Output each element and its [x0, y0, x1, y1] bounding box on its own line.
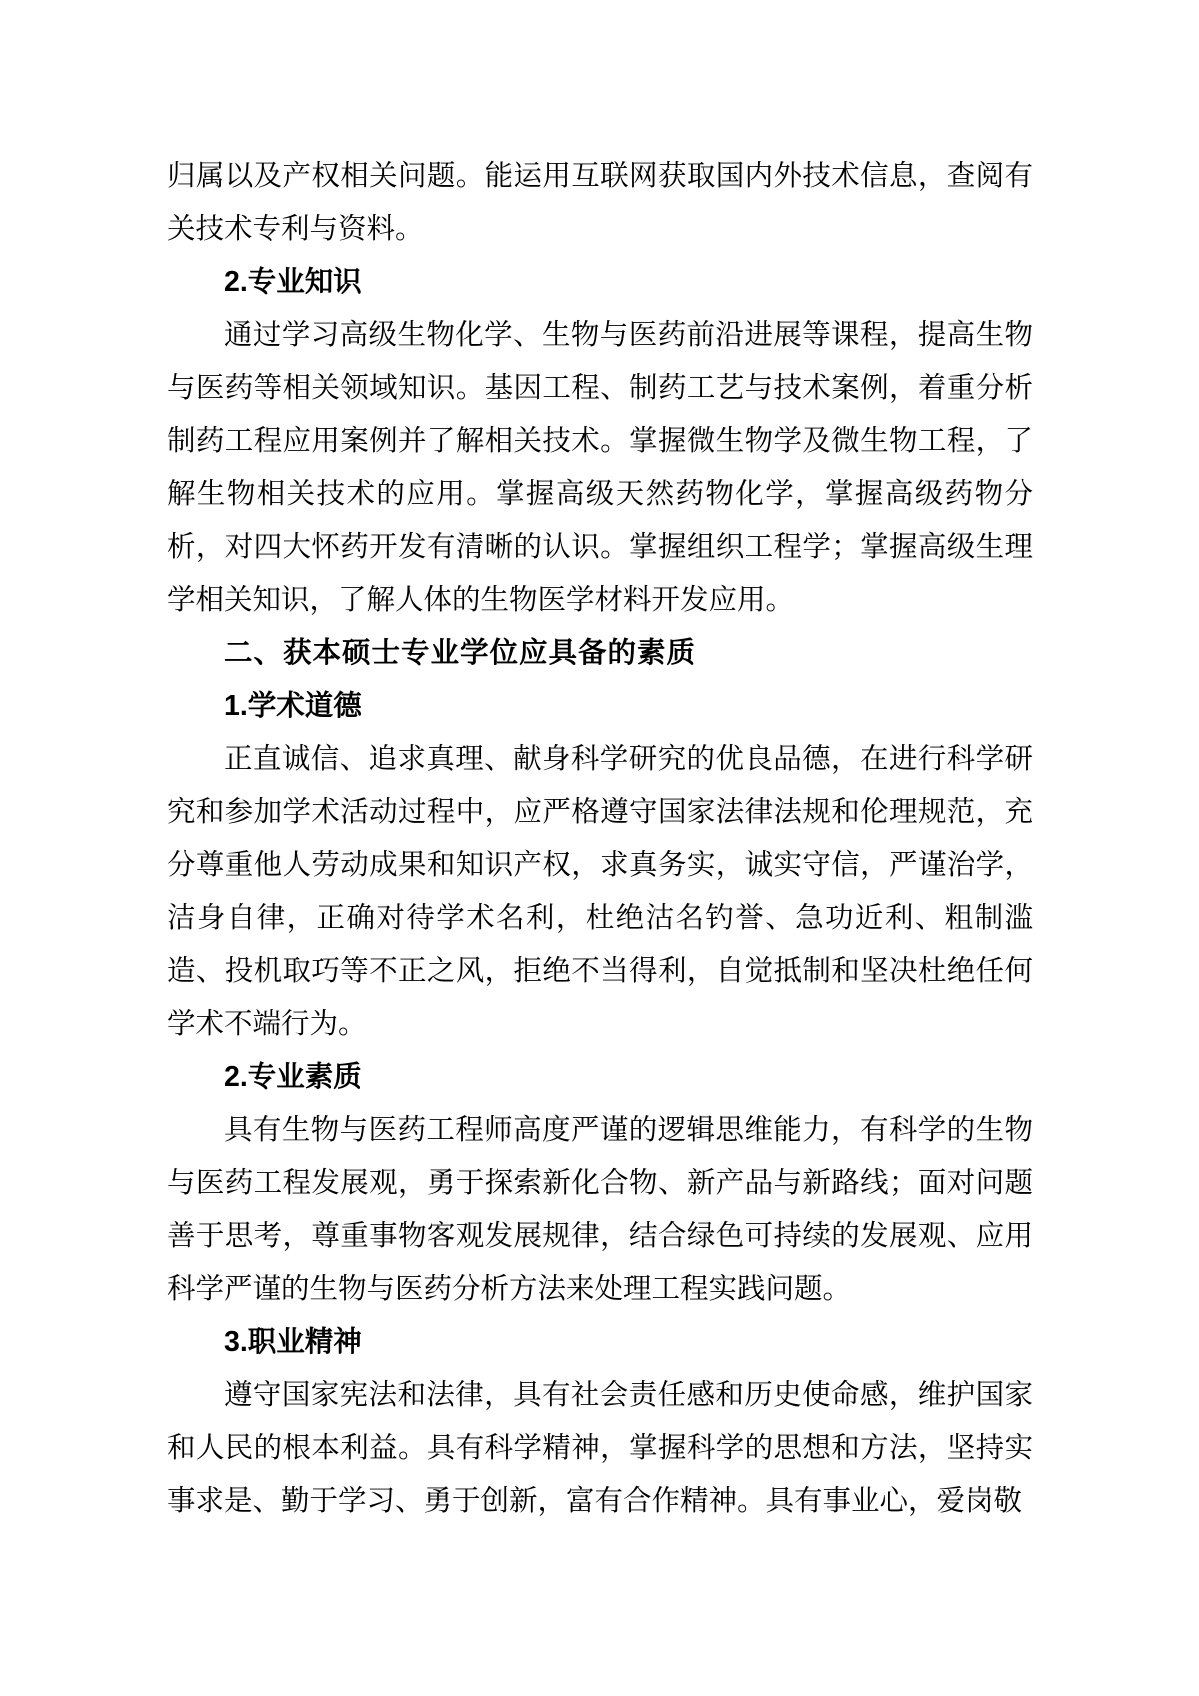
body-paragraph: 通过学习高级生物化学、生物与医药前沿进展等课程，提高生物与医药等相关领域知识。基因工程、制药工艺与技术案例，着重分析制药工程应用案例并了解相关技术。掌握微生物学及微生物工程，了解生物相关技术的应用。掌握高级天然药物化学，掌握高级药物分析，对四大怀药开发有清晰的认识。掌握组织工程学；掌握高级生理学相关知识，了解人体的生物医学材料开发应用。 — [167, 320, 1033, 616]
sub-heading: 3.职业精神 — [224, 1326, 362, 1358]
body-paragraph: 遵守国家宪法和法律，具有社会责任感和历史使命感，维护国家和人民的根本利益。具有科学精神，掌握科学的思想和方法，坚持实事求是、勤于学习、勇于创新，富有合作精神。具有事业心，爱岗敬 — [167, 1380, 1033, 1517]
body-paragraph: 具有生物与医药工程师高度严谨的逻辑思维能力，有科学的生物与医药工程发展观，勇于探索新化合物、新产品与新路线；面对问题善于思考，尊重事物客观发展规律，结合绿色可持续的发展观、应用科学严谨的生物与医药分析方法来处理工程实践问题。 — [167, 1115, 1033, 1305]
sub-heading: 2.专业知识 — [224, 266, 362, 298]
sub-heading: 1.学术道德 — [224, 690, 362, 722]
document-content — [167, 150, 1033, 1528]
body-paragraph: 归属以及产权相关问题。能运用互联网获取国内外技术信息，查阅有关技术专利与资料。 — [167, 161, 1033, 245]
body-paragraph: 正直诚信、追求真理、献身科学研究的优良品德，在进行科学研究和参加学术活动过程中，应严格遵守国家法律法规和伦理规范，充分尊重他人劳动成果和知识产权，求真务实，诚实守信，严谨治学，洁身自律，正确对待学术名利，杜绝沽名钓誉、急功近利、粗制滥造、投机取巧等不正之风，拒绝不当得利，自觉抵制和坚决杜绝任何学术不端行为。 — [167, 744, 1033, 1040]
section-heading: 二、获本硕士专业学位应具备的素质 — [224, 637, 697, 669]
sub-heading: 2.专业素质 — [224, 1061, 362, 1093]
